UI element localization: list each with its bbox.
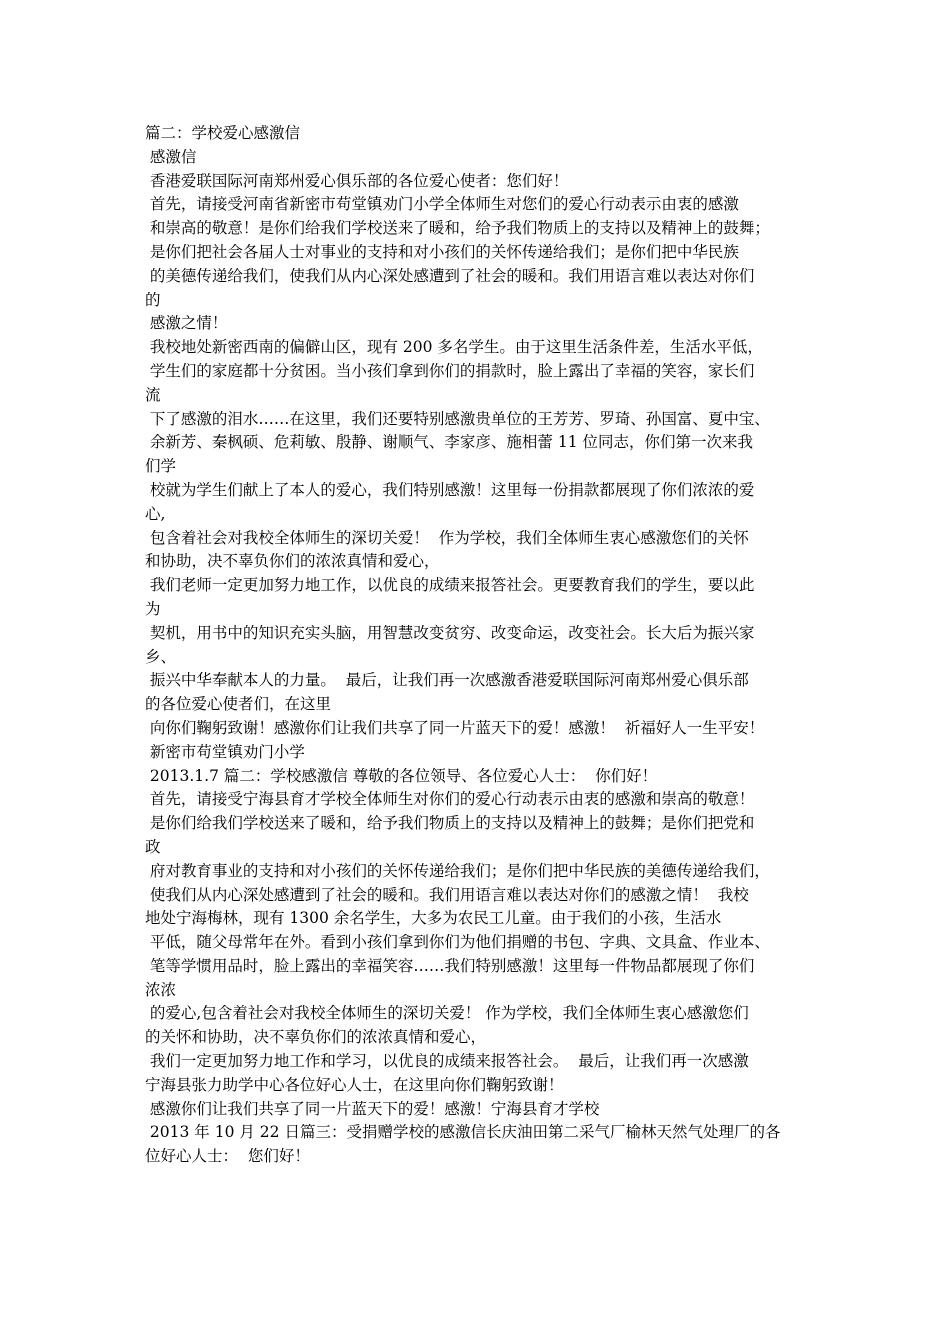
text-line: 余新芳、秦枫硕、危莉敏、殷静、谢顺气、李家彦、施相蕾 11 位同志，你们第一次来我 <box>145 433 754 452</box>
text-line: 和崇高的敬意！是你们给我们学校送来了暖和，给予我们物质上的支持以及精神上的鼓舞； <box>145 219 770 238</box>
text-line: 2013.1.7 篇二：学校感激信 尊敬的各位领导、各位爱心人士： 你们好！ <box>145 766 658 785</box>
text-line: 振兴中华奉献本人的力量。 最后，让我们再一次感激香港爱联国际河南郑州爱心俱乐部 <box>145 671 749 690</box>
text-line: 首先，请接受河南省新密市苟堂镇劝门小学全体师生对您们的爱心行动表示由衷的感激 <box>145 195 739 214</box>
text-line: 们学 <box>145 457 177 476</box>
text-line: 府对教育事业的支持和对小孩们的关怀传递给我们；是你们把中华民族的美德传递给我们， <box>145 861 770 880</box>
text-line: 学生们的家庭都十分贫困。当小孩们拿到你们的捐款时，脸上露出了幸福的笑容，家长们 <box>145 361 755 380</box>
text-line: 我们老师一定更加努力地工作，以优良的成绩来报答社会。更要教育我们的学生，要以此 <box>145 576 755 595</box>
text-line: 感激信 <box>145 147 197 166</box>
text-line: 心, <box>145 504 166 523</box>
text-line: 笔等学惯用品时，脸上露出的幸福笑容……我们特别感激！这里每一件物品都展现了你们 <box>145 956 755 975</box>
text-line: 的关怀和协助，决不辜负你们的浓浓真情和爱心， <box>145 1028 487 1047</box>
text-line: 篇二：学校爱心感激信 <box>145 124 301 142</box>
text-line: 我校地处新密西南的偏僻山区，现有 200 多名学生。由于这里生活条件差，生活水平低， <box>145 338 763 357</box>
text-line: 校就为学生们献上了本人的爱心，我们特别感激！这里每一份捐款都展现了你们浓浓的爱 <box>145 480 755 499</box>
text-line: 平低，随父母常年在外。看到小孩们拿到你们为他们捐赠的书包、字典、文具盒、作业本、 <box>145 933 770 952</box>
text-line: 感激你们让我们共享了同一片蓝天下的爱！感激！宁海县育才学校 <box>145 1099 600 1118</box>
text-line: 首先，请接受宁海县育才学校全体师生对你们的爱心行动表示由衷的感激和崇高的敬意！ <box>145 790 755 809</box>
text-line: 是你们把社会各届人士对事业的支持和对小孩们的关怀传递给我们；是你们把中华民族 <box>145 242 739 261</box>
text-line: 的 <box>145 290 161 309</box>
text-line: 向你们鞠躬致谢！感激你们让我们共享了同一片蓝天下的爱！感激！ 祈福好人一生平安！ <box>145 718 765 737</box>
text-line: 使我们从内心深处感遭到了社会的暖和。我们用语言难以表达对你们的感激之情！ 我校 <box>145 885 749 904</box>
text-line: 我们一定更加努力地工作和学习，以优良的成绩来报答社会。 最后，让我们再一次感激 <box>145 1052 749 1071</box>
letter-body <box>145 122 813 1169</box>
text-line: 宁海县张力助学中心各位好心人士，在这里向你们鞠躬致谢！ <box>145 1075 564 1094</box>
text-line: 感激之情！ <box>145 314 228 333</box>
text-line: 地处宁海梅林，现有 1300 余名学生，大多为农民工儿童。由于我们的小孩，生活水 <box>145 909 722 928</box>
text-line: 的爱心,包含着社会对我校全体师生的深切关爱！ 作为学校，我们全体师生衷心感激您们 <box>145 1004 749 1023</box>
text-line: 的各位爱心使者们，在这里 <box>145 695 332 714</box>
text-line: 下了感激的泪水……在这里，我们还要特别感激贵单位的王芳芳、罗琦、孙国富、夏中宝、 <box>145 409 770 428</box>
text-line: 为 <box>145 599 161 618</box>
text-line: 香港爱联国际河南郑州爱心俱乐部的各位爱心使者：您们好！ <box>145 171 569 190</box>
text-line: 政 <box>145 837 161 856</box>
text-line: 浓浓 <box>145 980 177 999</box>
text-line: 是你们给我们学校送来了暖和，给予我们物质上的支持以及精神上的鼓舞；是你们把党和 <box>145 814 755 833</box>
text-line: 2013 年 10 月 22 日篇三：受捐赠学校的感激信长庆油田第二采气厂榆林天然气处理厂的各 <box>145 1123 781 1142</box>
text-line: 和协助，决不辜负你们的浓浓真情和爱心， <box>145 552 440 571</box>
text-line: 的美德传递给我们，使我们从内心深处感遭到了社会的暖和。我们用语言难以表达对你们 <box>145 266 755 285</box>
text-line: 新密市苟堂镇劝门小学 <box>145 742 305 761</box>
text-line: 乡、 <box>145 647 177 666</box>
text-line: 位好心人士： 您们好！ <box>145 1147 310 1166</box>
text-line: 包含着社会对我校全体师生的深切关爱！ 作为学校，我们全体师生衷心感激您们的关怀 <box>145 528 749 547</box>
text-line: 流 <box>145 385 161 404</box>
text-line: 契机，用书中的知识充实头脑，用智慧改变贫穷、改变命运，改变社会。长大后为振兴家 <box>145 623 755 642</box>
